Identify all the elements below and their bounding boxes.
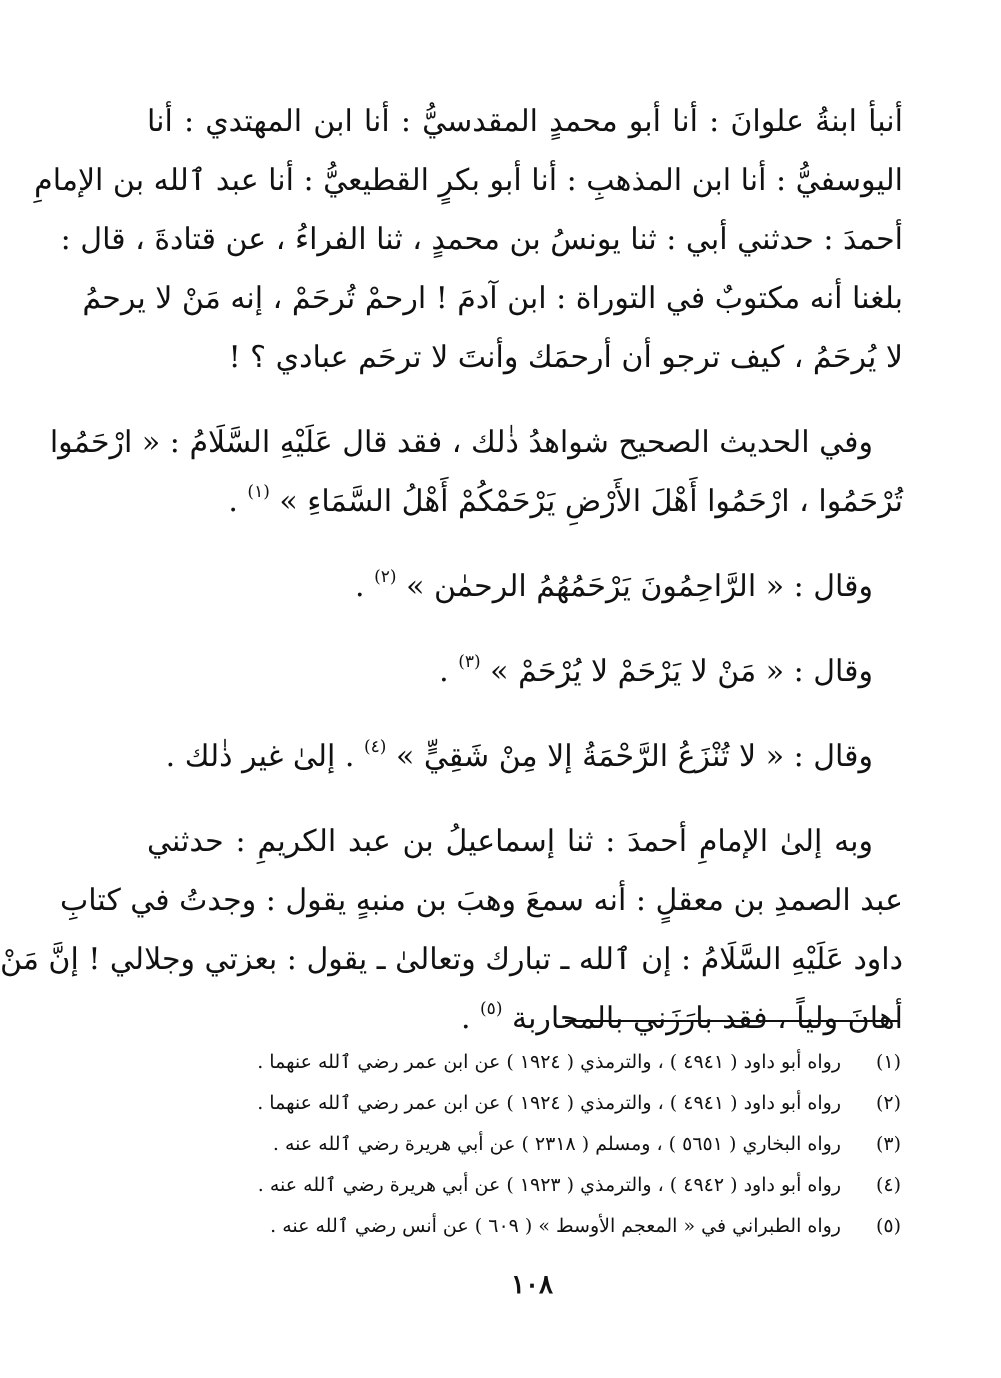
- hadith-quote: [147, 642, 903, 701]
- text-line: [147, 472, 903, 531]
- line-end: .: [460, 1001, 481, 1036]
- text-line: عبد الصمدِ بن معقلٍ : أنه سمعَ وهبَ بن منبهٍ يقول : وجدتُ في كتابِ: [60, 883, 903, 918]
- text-line: وفي الحديث الصحيح شواهدُ ذٰلك ، فقد قال عَلَيْهِ السَّلَامُ : « ارْحَمُوا: [49, 425, 873, 460]
- paragraph-3: [0, 812, 903, 1048]
- hadith-text: وقال : « مَنْ لا يَرْحَمْ لا يُرْحَمْ »: [490, 654, 873, 689]
- footnote-text: رواه البخاري ( ٥٦٥١ ) ، ومسلم ( ٢٣١٨ ) عن أبي هريرة رضي ٱلله عنه .: [272, 1133, 841, 1155]
- footnote: [183, 1083, 901, 1124]
- paragraph-2: [49, 413, 903, 531]
- footnote: [183, 1206, 901, 1247]
- page-number: ١٠٨: [511, 1270, 553, 1300]
- main-text: [0, 92, 903, 1048]
- text-line: بلغنا أنه مكتوبٌ في التوراة : ابن آدمَ ! ارحمْ تُرحَمْ ، إنه مَنْ لا يرحمُ: [82, 281, 903, 316]
- hadith-text: تُرْحَمُوا ، ارْحَمُوا أَهْلَ الأَرْضِ يَرْحَمْكُمْ أَهْلُ السَّمَاءِ »: [279, 484, 903, 519]
- text-line: أحمدَ : حدثني أبي : ثنا يونسُ بن محمدٍ ، ثنا الفراءُ ، عن قتادةَ ، قال :: [60, 222, 903, 257]
- footnote-number: (٣): [875, 1133, 901, 1155]
- footnote-text: رواه أبو داود ( ٤٩٤١ ) ، والترمذي ( ١٩٢٤ ) عن ابن عمر رضي ٱلله عنهما .: [257, 1051, 841, 1073]
- text-line: لا يُرحَمُ ، كيف ترجو أن أرحمَك وأنتَ لا ترحَم عبادي ؟ !: [228, 340, 903, 375]
- footnote-ref: (٥): [480, 999, 503, 1019]
- footnote-ref: (٢): [374, 567, 397, 587]
- footnote: [183, 1042, 901, 1083]
- line-end: .: [355, 569, 375, 604]
- footnote-number: (١): [875, 1051, 901, 1073]
- text-line: أنبأ ابنةُ علوانَ : أنا أبو محمدٍ المقدسيُّ : أنا ابن المهتدي : أنا: [147, 104, 903, 139]
- line-end: .: [439, 654, 459, 689]
- footnote-text: رواه الطبراني في « المعجم الأوسط » ( ٦٠٩ ) عن أنس رضي ٱلله عنه .: [270, 1215, 841, 1237]
- text-line: داود عَلَيْهِ السَّلَامُ : إن ٱلله ـ تبارك وتعالىٰ ـ يقول : بعزتي وجلالي ! إنَّ مَنْ: [0, 942, 903, 977]
- footnote-ref: (٤): [363, 737, 387, 757]
- footnote-ref: (١): [247, 482, 270, 502]
- footnote: [183, 1165, 901, 1206]
- footnote-number: (٤): [875, 1174, 901, 1196]
- paragraph-1: [34, 92, 903, 387]
- line-end: . إلىٰ غير ذٰلك .: [165, 739, 364, 774]
- text-line: [147, 989, 903, 1048]
- text-line: وبه إلىٰ الإمامِ أحمدَ : ثنا إسماعيلُ بن عبد الكريمِ : حدثني: [147, 824, 873, 859]
- footnote-text: رواه أبو داود ( ٤٩٤١ ) ، والترمذي ( ١٩٢٤ ) عن ابن عمر رضي ٱلله عنهما .: [257, 1092, 841, 1114]
- line-end: .: [228, 484, 248, 519]
- hadith-text: وقال : « الرَّاحِمُونَ يَرْحَمُهُمُ الرحمٰن »: [406, 569, 873, 604]
- footnotes: [183, 1042, 901, 1247]
- footnote-ref: (٣): [458, 652, 481, 672]
- footnote-separator: [565, 1020, 899, 1022]
- hadith-text: وقال : « لا تُنْزَعُ الرَّحْمَةُ إلا مِنْ شَقِيٍّ »: [395, 739, 873, 774]
- paragraph-text: أهانَ ولياً ، فقد بارَزَني بالمحاربة: [512, 1001, 903, 1036]
- text-line: اليوسفيُّ : أنا ابن المذهبِ : أنا أبو بكرٍ القطيعيُّ : أنا عبد ٱلله بن الإمامِ: [34, 163, 903, 198]
- footnote-number: (٥): [875, 1215, 901, 1237]
- footnote: [183, 1124, 901, 1165]
- footnote-text: رواه أبو داود ( ٤٩٤٢ ) ، والترمذي ( ١٩٢٣ ) عن أبي هريرة رضي ٱلله عنه .: [257, 1174, 841, 1196]
- hadith-quote: [147, 727, 903, 786]
- footnote-number: (٢): [875, 1092, 901, 1114]
- hadith-quote: [147, 557, 903, 616]
